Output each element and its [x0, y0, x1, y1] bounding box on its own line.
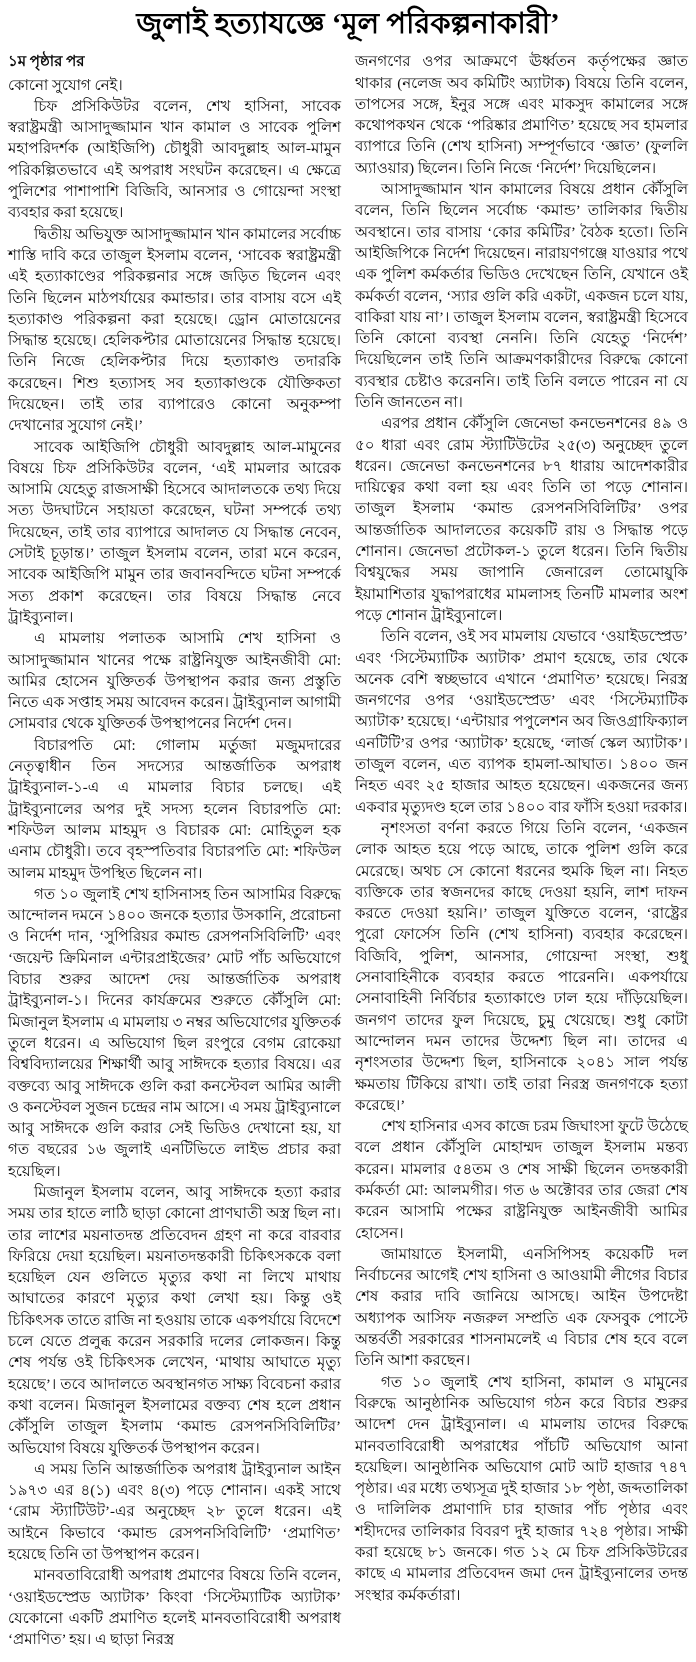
article-paragraph: কোনো সুযোগ নেই।	[8, 77, 123, 94]
article-paragraph: মিজানুল ইসলাম বলেন, আবু সাঈদকে হত্যা করার সময় তার হাতে লাঠি ছাড়া কোনো প্রাণঘাতী অস্ত্র ছিল না। তার লাশের ময়নাতদন্ত প্রতিবেদন গ্রহণ না করে বারবার ফিরিয়ে দেয়া হয়েছিল। ময়নাতদন্তকারী চিকিৎসককে বলা হয়েছিল যেন গুলিতে মৃত্যুর কথা না লিখে মাথায় আঘাতের কারণে মৃত্যুর কথা লেখা হয়। কিন্তু ওই চিকিৎসক তাতে রাজি না হওয়ায় তাকে একপর্যায়ে বিদেশে চলে যেতে প্রলুব্ধ করেন সরকারি দলের লোকজন। কিন্তু শেষ পর্যন্ত ওই চিকিৎসক লেখেন, ‘মাথায় আঘাতে মৃত্যু হয়েছে’। তবে আদালতে অবস্থানগত সাক্ষ্য বিবেচনা করার কথা বলেন। মিজানুল ইসলামের বক্তব্য শেষ হলে প্রধান কৌঁসুলি তাজুল ইসলাম ‘কমান্ড রেসপনসিবিলিটির’ অভিযোগ বিষয়ে যুক্তিতর্ক উপস্থাপন করেন।	[8, 1184, 341, 1457]
article-paragraph: শেখ হাসিনার এসব কাজে চরম জিঘাংসা ফুটে উঠেছে বলে প্রধান কৌঁসুলি মোহাম্মদ তাজুল ইসলাম মন্তব্য করেন। মামলার ৫৪তম ও শেষ সাক্ষী ছিলেন তদন্তকারী কর্মকর্তা মো: আলমগীর। গত ৬ অক্টোবর তার জেরা শেষ করেন আসামি পক্ষের রাষ্ট্রনিযুক্ত আইনজীবী আমির হোসেন।	[355, 1119, 688, 1242]
right-column-paragraphs	[355, 52, 688, 1607]
left-column	[8, 52, 341, 1651]
article-paragraph: তিনি বলেন, ওই সব মামলায় যেভাবে ‘ওয়াইডস্প্রেড’ এবং ‘সিস্টেম্যাটিক অ্যাটাক’ প্রমাণ হয়েছে, তার থেকে অনেক বেশি স্বচ্ছভাবে এখানে ‘প্রমাণিত’ হয়েছে। নিরস্ত্র জনগণের ওপর ‘ওয়াইডস্প্রেড’ এবং ‘সিস্টেম্যাটিক অ্যাটাক’ হয়েছে। ‘এন্টায়ার পপুলেশন অব জিওগ্রাফিক্যাল এনটিটি’র ওপর ‘অ্যাটাক’ হয়েছে, ‘লার্জ স্কেল অ্যাটাক’। তাজুল বলেন, এত ব্যাপক হামলা-আঘাত। ১৪০০ জন নিহত এবং ২৫ হাজার আহত হয়েছেন। একজনের জন্য একবার মৃত্যুদণ্ড হলে তার ১৪০০ বার ফাঁসি হওয়া দরকার।	[355, 629, 688, 816]
article-paragraph: দ্বিতীয় অভিযুক্ত আসাদুজ্জামান খান কামালের সর্বোচ্চ শাস্তি দাবি করে তাজুল ইসলাম বলেন, ‘সাবেক স্বরাষ্ট্রমন্ত্রী এই হত্যাকাণ্ডের পরিকল্পনার সঙ্গে জড়িত ছিলেন এবং তিনি ছিলেন মাঠপর্যায়ের কমান্ডার। তার বাসায় বসে এই হত্যাকাণ্ড পরিকল্পনা করা হয়েছে। ড্রোন মোতায়েনের সিদ্ধান্ত হয়েছে। হেলিকপ্টার মোতায়েনের সিদ্ধান্ত হয়েছে। তিনি নিজে হেলিকপ্টার দিয়ে হত্যাকাণ্ড তদারকি করেছেন। শিশু হত্যাসহ সব হত্যাকাণ্ডকে যৌক্তিকতা দিয়েছেন। তাই তার ব্যাপারেও কোনো অনুকম্পা দেখানোর সুযোগ নেই।’	[8, 226, 341, 435]
right-column	[355, 52, 688, 1607]
article-paragraph: এরপর প্রধান কৌঁসুলি জেনেভা কনভেনশনের ৪৯ ও ৫০ ধারা এবং রোম স্ট্যাটিউটের ২৫(৩) অনুচ্ছেদ তুলে ধরেন। জেনেভা কনভেনশনের ৮৭ ধারায় আদেশকারীর দায়িত্বের কথা বলা হয় এবং তিনি তা পড়ে শোনান। তাজুল ইসলাম ‘কমান্ড রেসপনসিবিলিটির’ ওপর আন্তর্জাতিক আদালতের কয়েকটি রায় ও সিদ্ধান্ত পড়ে শোনান। জেনেভা প্রটোকল-১ তুলে ধরেন। তিনি দ্বিতীয় বিশ্বযুদ্ধের সময় জাপানি জেনারেল তোমোয়ুকি ইয়ামাশিতার যুদ্ধাপরাধের মামলাসহ তিনটি মামলার অংশ পড়ে শোনান ট্রাইব্যুনালে।	[355, 416, 688, 624]
continued-from-label: ১ম পৃষ্ঠার পর	[8, 54, 85, 71]
article-columns	[8, 52, 688, 1651]
left-column-paragraphs	[8, 76, 341, 1652]
article-headline: জুলাই হত্যাযজ্ঞে ‘মূল পরিকল্পনাকারী’	[136, 8, 560, 40]
article-paragraph: এ সময় তিনি আন্তর্জাতিক অপরাধ ট্রাইব্যুনাল আইন ১৯৭৩ এর ৪(১) এবং ৪(৩) পড়ে শোনান। একই সাথে ‘রোম স্ট্যাটিউট’-এর অনুচ্ছেদ ২৮ তুলে ধরেন। এই আইনে কিভাবে ‘কমান্ড রেসপনসিবিলিটি’ ‘প্রমাণিত’ হয়েছে তিনি তা উপস্থাপন করেন।	[8, 1461, 341, 1564]
article-paragraph: গত ১০ জুলাই শেখ হাসিনাসহ তিন আসামির বিরুদ্ধে আন্দোলন দমনে ১৪০০ জনকে হত্যার উসকানি, প্ররোচনা ও নির্দেশ দান, ‘সুপিরিয়র কমান্ড রেসপনসিবিলিটি’ এবং ‘জয়েন্ট ক্রিমিনাল এন্টারপ্রাইজের’ মোট পাঁচ অভিযোগে বিচার শুরুর আদেশ দেয় আন্তর্জাতিক অপরাধ ট্রাইব্যুনাল-১। দিনের কার্যক্রমের শুরুতে কৌঁসুলি মো: মিজানুল ইসলাম এ মামলায় ৩ নম্বর অভিযোগের যুক্তিতর্ক তুলে ধরেন। এ অভিযোগ ছিল রংপুরে বেগম রোকেয়া বিশ্ববিদ্যালয়ের শিক্ষার্থী আবু সাঈদকে হত্যার বিষয়ে। এর বক্তব্যে আবু সাঈদকে গুলি করা কনস্টেবল আমির আলী ও কনস্টেবল সুজন চন্দ্রের নাম আসে। এ সময় ট্রাইব্যুনালে আবু সাঈদকে গুলি করার সেই ভিডিও দেখানো হয়, যা গত বছরের ১৬ জুলাই এনটিভিতে লাইভ প্রচার করা হয়েছিল।	[8, 886, 341, 1180]
article-paragraph: জামায়াতে ইসলামী, এনসিপিসহ কয়েকটি দল নির্বাচনের আগেই শেখ হাসিনা ও আওয়ামী লীগের বিচার শেষ করার দাবি জানিয়ে আসছে। আইন উপদেষ্টা অধ্যাপক আসিফ নজরুল সম্প্রতি এক ফেসবুক পোস্টে অন্তর্বর্তী সরকারের শাসনামলেই এ বিচার শেষ হবে বলে তিনি আশা করছেন।	[355, 1246, 688, 1370]
article-paragraph: আসাদুজ্জামান খান কামালের বিষয়ে প্রধান কৌঁসুলি বলেন, তিনি ছিলেন সর্বোচ্চ ‘কমান্ড’ তালিকার দ্বিতীয় অবস্থানে। তার বাসায় ‘কোর কমিটির’ বৈঠক হতো। তিনি আইজিপিকে নির্দেশ দিয়েছেন। নারায়ণগঞ্জে যাওয়ার পথে এক পুলিশ কর্মকর্তার ভিডিও দেখেছেন তিনি, যেখানে ওই কর্মকর্তা বলেন, ‘স্যার গুলি করি একটা, একজন চলে যায়, বাকিরা যায় না’। তাজুল ইসলাম বলেন, স্বরাষ্ট্রমন্ত্রী হিসেবে তিনি কোনো ব্যবস্থা নেননি। তিনি যেহেতু ‘নির্দেশ’ দিয়েছিলেন তাই তিনি আক্রমণকারীদের বিরুদ্ধে কোনো ব্যবস্থার চেষ্টাও করেননি। তাই তিনি বলতে পারেন না যে তিনি জানতেন না।	[355, 182, 688, 411]
article-paragraph: গত ১০ জুলাই শেখ হাসিনা, কামাল ও মামুনের বিরুদ্ধে আনুষ্ঠানিক অভিযোগ গঠন করে বিচার শুরুর আদেশ দেন ট্রাইব্যুনাল। এ মামলায় তাদের বিরুদ্ধে মানবতাবিরোধী অপরাধের পাঁচটি অভিযোগ আনা হয়েছিল। আনুষ্ঠানিক অভিযোগ মোট আট হাজার ৭৪৭ পৃষ্ঠার। এর মধ্যে তথ্যসূত্র দুই হাজার ১৮ পৃষ্ঠা, জব্দতালিকা ও দালিলিক প্রমাণাদি চার হাজার পাঁচ পৃষ্ঠার এবং শহীদদের তালিকার বিবরণ দুই হাজার ৭২৪ পৃষ্ঠার। সাক্ষী করা হয়েছে ৮১ জনকে। গত ১২ মে চিফ প্রসিকিউটরের কাছে এ মামলার প্রতিবেদন জমা দেন ট্রাইব্যুনালের তদন্ত সংস্থার কর্মকর্তারা।	[355, 1374, 688, 1604]
article-paragraph: বিচারপতি মো: গোলাম মর্তুজা মজুমদারের নেতৃত্বাধীন তিন সদস্যের আন্তর্জাতিক অপরাধ ট্রাইব্যুনাল-১-এ এ মামলার বিচার চলছে। এই ট্রাইব্যুনালের অপর দুই সদস্য হলেন বিচারপতি মো: শফিউল আলম মাহমুদ ও বিচারক মো: মোহিতুল হক এনাম চৌধুরী। তবে বৃহস্পতিবার বিচারপতি মো: শফিউল আলম মাহমুদ উপস্থিত ছিলেন না।	[8, 737, 341, 882]
article-paragraph: সাবেক আইজিপি চৌধুরী আবদুল্লাহ আল-মামুনের বিষয়ে চিফ প্রসিকিউটর বলেন, ‘এই মামলার আরেক আসামি যেহেতু রাজসাক্ষী হিসেবে আদালতকে তথ্য দিয়ে সত্য উদঘাটনে সহায়তা করেছেন, ঘটনা সম্পর্কে তথ্য দিয়েছেন, তাই তার ব্যাপারে আদালত যে সিদ্ধান্ত নেবেন, সেটাই চূড়ান্ত।’ তাজুল ইসলাম বলেন, তারা মনে করেন, সাবেক আইজিপি মামুন তার জবানবন্দিতে ঘটনা সম্পর্কে সত্য প্রকাশ করেছেন। তার বিষয়ে সিদ্ধান্ত নেবে ট্রাইব্যুনাল।	[8, 439, 341, 626]
article-paragraph: মানবতাবিরোধী অপরাধ প্রমাণের বিষয়ে তিনি বলেন, ‘ওয়াইডস্প্রেড অ্যাটাক’ কিংবা ‘সিস্টেম্যাটিক অ্যাটাক’ যেকোনো একটি প্রমাণিত হলেই মানবতাবিরোধী অপরাধ ‘প্রমাণিত’ হয়। এ ছাড়া নিরস্ত্র	[8, 1568, 341, 1649]
article-paragraph: এ মামলায় পলাতক আসামি শেখ হাসিনা ও আসাদুজ্জামান খানের পক্ষে রাষ্ট্রনিযুক্ত আইনজীবী মো: আমির হোসেন যুক্তিতর্ক উপস্থাপন করার জন্য প্রস্তুতি নিতে এক সপ্তাহ সময় আবেদন করেন। ট্রাইব্যুনাল আগামী সোমবার থেকে যুক্তিতর্ক উপস্থাপনের নির্দেশ দেন।	[8, 631, 341, 733]
article-paragraph: জনগণের ওপর আক্রমণে ঊর্ধ্বতন কর্তৃপক্ষের জ্ঞাত থাকার (নলেজ অব কমিটিং অ্যাটাক) বিষয়ে তিনি বলেন, তাপসের সঙ্গে, ইনুর সঙ্গে এবং মাকসুদ কামালের সঙ্গে কথোপকথন থেকে ‘পরিষ্কার প্রমাণিত’ হয়েছে সব হামলার ব্যাপারে তিনি (শেখ হাসিনা) সম্পূর্ণভাবে ‘জ্ঞাত’ (ফুললি অ্যাওয়ার) ছিলেন। তিনি নিজে ‘নির্দেশ’ দিয়েছিলেন।	[355, 54, 688, 177]
article-paragraph: নৃশংসতা বর্ণনা করতে গিয়ে তিনি বলেন, ‘একজন লোক আহত হয়ে পড়ে আছে, তাকে পুলিশ গুলি করে মেরেছে। অথচ সে কোনো ধরনের হুমকি ছিল না। নিহত ব্যক্তিকে তার স্বজনদের কাছে দেওয়া হয়নি, লাশ দাফন করতে দেওয়া হয়নি।’ তাজুল যুক্তিতে বলেন, ‘রাষ্ট্রের পুরো ফোর্সেস তিনি (শেখ হাসিনা) ব্যবহার করেছেন। বিজিবি, পুলিশ, আনসার, গোয়েন্দা সংস্থা, শুধু সেনাবাহিনীকে ব্যবহার করতে পারেননি। একপর্যায়ে সেনাবাহিনী নির্বিচার হত্যাকাণ্ডে ঢাল হয়ে দাঁড়িয়েছিল। জনগণ তাদের ফুল দিয়েছে, চুমু খেয়েছে। শুধু কোটা আন্দোলন দমন তাদের উদ্দেশ্য ছিল না। তাদের এ নৃশংসতার উদ্দেশ্য ছিল, হাসিনাকে ২০৪১ সাল পর্যন্ত ক্ষমতায় টিকিয়ে রাখা। তাই তারা নিরস্ত্র জনগণকে হত্যা করেছে।’	[355, 820, 688, 1114]
article-paragraph: চিফ প্রসিকিউটর বলেন, শেখ হাসিনা, সাবেক স্বরাষ্ট্রমন্ত্রী আসাদুজ্জামান খান কামাল ও সাবেক পুলিশ মহাপরিদর্শক (আইজিপি) চৌধুরী আবদুল্লাহ আল-মামুন পরিকল্পিতভাবে এই অপরাধ সংঘটন করেছেন। এ ক্ষেত্রে পুলিশের পাশাপাশি বিজিবি, আনসার ও গোয়েন্দা সংস্থা ব্যবহার করা হয়েছে।	[8, 98, 341, 222]
